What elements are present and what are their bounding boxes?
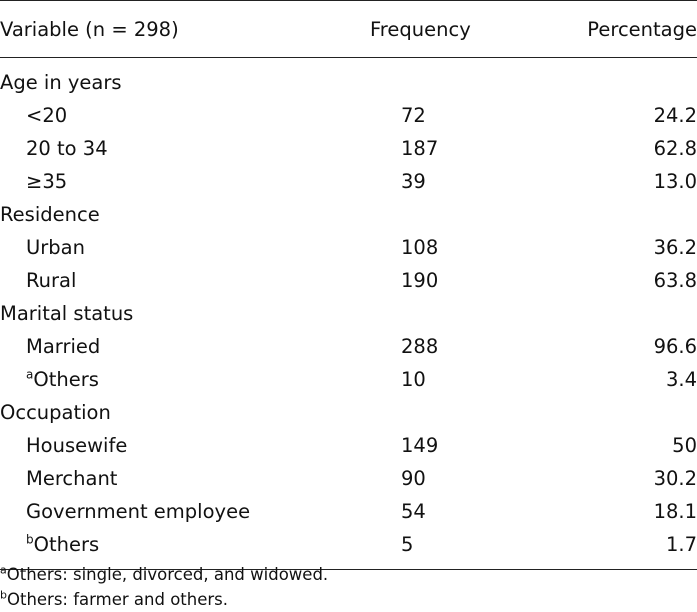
row-label-cell — [0, 363, 370, 396]
footnote-mark: b — [0, 588, 7, 602]
row-label-cell — [0, 165, 370, 198]
empty-cell — [370, 198, 550, 231]
percentage-cell: 62.8 — [653, 137, 697, 160]
footnote-mark: b — [26, 532, 34, 547]
row-label-cell — [0, 429, 370, 462]
group-row — [0, 297, 697, 330]
row-label-cell — [0, 264, 370, 297]
group-label: Marital status — [0, 302, 134, 325]
frequency-cell: 5 — [370, 528, 550, 570]
row-label-cell — [0, 495, 370, 528]
frequency-cell: 39 — [401, 170, 426, 193]
percentage-cell: 18.1 — [653, 500, 697, 523]
table-row — [0, 330, 697, 363]
table-row — [0, 495, 697, 528]
percentage-cell: 36.2 — [653, 236, 697, 259]
row-label: Urban — [26, 236, 85, 259]
group-label: Occupation — [0, 401, 111, 424]
frequency-cell: 54 — [401, 500, 426, 523]
row-label: <20 — [26, 104, 68, 127]
row-label-cell — [0, 330, 370, 363]
row-label: Others — [33, 368, 99, 391]
percentage-cell: 24.2 — [653, 104, 697, 127]
header-variable: Variable (n = 298) — [0, 1, 370, 58]
group-label: Residence — [0, 203, 100, 226]
percentage-cell: 96.6 — [653, 335, 697, 358]
table-row — [0, 429, 697, 462]
header-row — [0, 1, 697, 58]
footnote-mark: a — [26, 367, 34, 382]
row-label: Rural — [26, 269, 77, 292]
footnote-mark: a — [0, 563, 7, 577]
footnote-text: Others: farmer and others. — [6, 590, 228, 609]
table-header — [0, 1, 697, 58]
row-label-cell — [0, 132, 370, 165]
footnote-b — [0, 587, 328, 612]
row-label: 20 to 34 — [26, 137, 108, 160]
table-footnotes — [0, 562, 328, 612]
frequency-cell: 288 — [401, 335, 439, 358]
row-label: Government employee — [26, 500, 251, 523]
table-row — [0, 99, 697, 132]
group-row — [0, 58, 697, 100]
row-label: ≥35 — [26, 170, 68, 193]
frequency-cell: 90 — [401, 467, 426, 490]
header-frequency: Frequency — [370, 1, 550, 58]
table-row — [0, 462, 697, 495]
empty-cell — [550, 297, 697, 330]
row-label: Housewife — [26, 434, 128, 457]
group-row — [0, 198, 697, 231]
frequency-cell: 190 — [401, 269, 439, 292]
table-body — [0, 58, 697, 570]
group-label: Age in years — [0, 71, 122, 94]
row-label-cell — [0, 99, 370, 132]
row-label: Others — [33, 533, 100, 556]
empty-cell — [550, 58, 697, 100]
footnote-a — [0, 562, 328, 587]
table-row — [0, 132, 697, 165]
group-row — [0, 396, 697, 429]
frequency-cell: 149 — [401, 434, 439, 457]
empty-cell — [550, 396, 697, 429]
row-label: Merchant — [26, 467, 118, 490]
percentage-cell: 50 — [672, 434, 697, 457]
empty-cell — [370, 297, 550, 330]
table-row — [0, 264, 697, 297]
row-label-cell — [0, 231, 370, 264]
empty-cell — [550, 198, 697, 231]
table-row — [0, 165, 697, 198]
table-row — [0, 363, 697, 396]
row-label: Married — [26, 335, 101, 358]
frequency-cell: 10 — [401, 368, 426, 391]
percentage-cell: 30.2 — [653, 467, 697, 490]
frequency-cell: 187 — [401, 137, 439, 160]
footnote-text: Others: single, divorced, and widowed. — [6, 565, 329, 584]
header-percentage: Percentage — [550, 1, 697, 58]
empty-cell — [370, 396, 550, 429]
row-label-cell — [0, 462, 370, 495]
table-row — [0, 231, 697, 264]
frequency-cell: 72 — [401, 104, 426, 127]
percentage-cell: 13.0 — [653, 170, 697, 193]
empty-cell — [370, 58, 550, 100]
frequency-cell: 108 — [401, 236, 439, 259]
percentage-cell: 1.7 — [550, 528, 697, 570]
percentage-cell: 3.4 — [665, 368, 697, 391]
percentage-cell: 63.8 — [653, 269, 697, 292]
